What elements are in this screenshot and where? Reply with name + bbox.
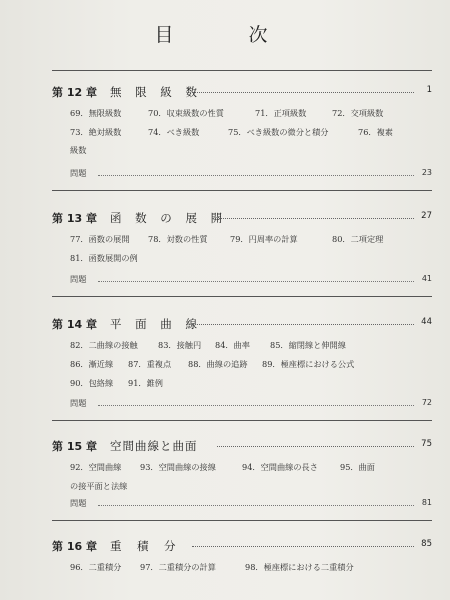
section-line (70, 562, 432, 576)
section-item[interactable]: 83．接触円 (158, 340, 202, 350)
section-item[interactable]: 88．曲線の追跡 (188, 359, 248, 369)
leader-dots (217, 446, 414, 447)
chapter-title: 無 限 級 数 (110, 85, 202, 99)
chapter-13-heading[interactable] (52, 210, 432, 228)
leader-dots (98, 405, 414, 406)
problems-label: 問題 (70, 498, 87, 508)
leader-dots (192, 546, 414, 547)
section-item[interactable]: 81．函数展開の例 (70, 253, 138, 263)
chapter-number: 第 13 章 (52, 212, 97, 225)
section-item[interactable]: 93．空間曲線の接線 (140, 462, 216, 472)
section-item[interactable]: 74．べき級数 (148, 127, 200, 137)
section-item[interactable]: 73．絶対級数 (70, 127, 122, 137)
section-item[interactable]: 96．二重積分 (70, 562, 122, 572)
section-item[interactable]: 72．交項級数 (332, 108, 384, 118)
section-item[interactable]: 85．縮閉線と伸開線 (270, 340, 346, 350)
chapter-page: 27 (421, 211, 432, 221)
chapter-title: 函 数 の 展 開 (110, 211, 228, 225)
section-item[interactable]: 級数 (70, 145, 87, 155)
section-item[interactable]: 76．複素 (358, 127, 393, 137)
section-item[interactable]: 78．対数の性質 (148, 234, 208, 244)
section-item[interactable]: 69．無限級数 (70, 108, 122, 118)
problems-label: 問題 (70, 274, 87, 284)
section-item[interactable]: 95．曲面 (340, 462, 375, 472)
chapter-number: 第 15 章 (52, 440, 97, 453)
problems-page: 23 (421, 168, 432, 177)
section-line (70, 127, 432, 141)
problems-line[interactable] (70, 498, 432, 512)
chapter-rule (52, 296, 432, 297)
problems-page: 72 (421, 398, 432, 407)
section-line (70, 462, 432, 476)
chapter-14-heading[interactable] (52, 316, 432, 334)
section-item[interactable]: 92．空間曲線 (70, 462, 122, 472)
section-line (70, 359, 432, 373)
chapter-number: 第 14 章 (52, 318, 97, 331)
chapter-rule (52, 420, 432, 421)
section-item[interactable]: 87．重複点 (128, 359, 172, 369)
chapter-page: 75 (421, 439, 432, 449)
section-item[interactable]: 89．極座標における公式 (262, 359, 355, 369)
leader-dots (98, 281, 414, 282)
section-line (70, 108, 432, 122)
section-item[interactable]: 86．漸近線 (70, 359, 114, 369)
leader-dots (192, 92, 414, 93)
problems-label: 問題 (70, 168, 87, 178)
leader-dots (98, 175, 414, 176)
chapter-16-heading[interactable] (52, 538, 432, 556)
problems-page: 81 (421, 498, 432, 507)
section-item[interactable]: の接平面と法線 (70, 481, 128, 491)
chapter-number: 第 16 章 (52, 540, 97, 553)
problems-line[interactable] (70, 168, 432, 182)
section-item[interactable]: 91．錐例 (128, 378, 163, 388)
section-item[interactable]: 82．二曲線の接触 (70, 340, 138, 350)
section-item[interactable]: 90．包絡線 (70, 378, 114, 388)
section-item[interactable]: 71．正項級数 (255, 108, 307, 118)
leader-dots (192, 324, 414, 325)
section-line (70, 378, 432, 392)
chapter-rule (52, 520, 432, 521)
section-line (70, 340, 432, 354)
chapter-number: 第 12 章 (52, 86, 97, 99)
title-rule (52, 70, 432, 71)
chapter-15-heading[interactable] (52, 438, 432, 456)
section-item[interactable]: 94．空間曲線の長さ (242, 462, 318, 472)
chapter-title: 重 積 分 (110, 539, 178, 553)
chapter-page: 44 (421, 317, 432, 327)
section-item[interactable]: 79．円周率の計算 (230, 234, 298, 244)
section-item[interactable]: 80．二項定理 (332, 234, 384, 244)
chapter-page: 85 (421, 539, 432, 549)
section-item[interactable]: 75．べき級数の微分と積分 (228, 127, 329, 137)
chapter-title: 平 面 曲 線 (110, 317, 202, 331)
section-line (70, 145, 432, 159)
chapter-12-heading[interactable] (52, 84, 432, 102)
section-item[interactable]: 70．収束級数の性質 (148, 108, 224, 118)
chapter-page: 1 (426, 85, 432, 95)
section-item[interactable]: 98．極座標における二重積分 (245, 562, 354, 572)
problems-line[interactable] (70, 274, 432, 288)
section-item[interactable]: 77．函数の展開 (70, 234, 130, 244)
chapter-title: 空間曲線と曲面 (110, 439, 198, 453)
chapter-rule (52, 190, 432, 191)
leader-dots (98, 505, 414, 506)
section-item[interactable]: 84．曲率 (215, 340, 250, 350)
page-title: 目 次 (154, 24, 296, 46)
section-line (70, 481, 432, 495)
section-item[interactable]: 97．二重積分の計算 (140, 562, 216, 572)
problems-label: 問題 (70, 398, 87, 408)
section-line (70, 253, 432, 267)
section-line (70, 234, 432, 248)
problems-page: 41 (421, 274, 432, 283)
problems-line[interactable] (70, 398, 432, 412)
leader-dots (212, 218, 414, 219)
